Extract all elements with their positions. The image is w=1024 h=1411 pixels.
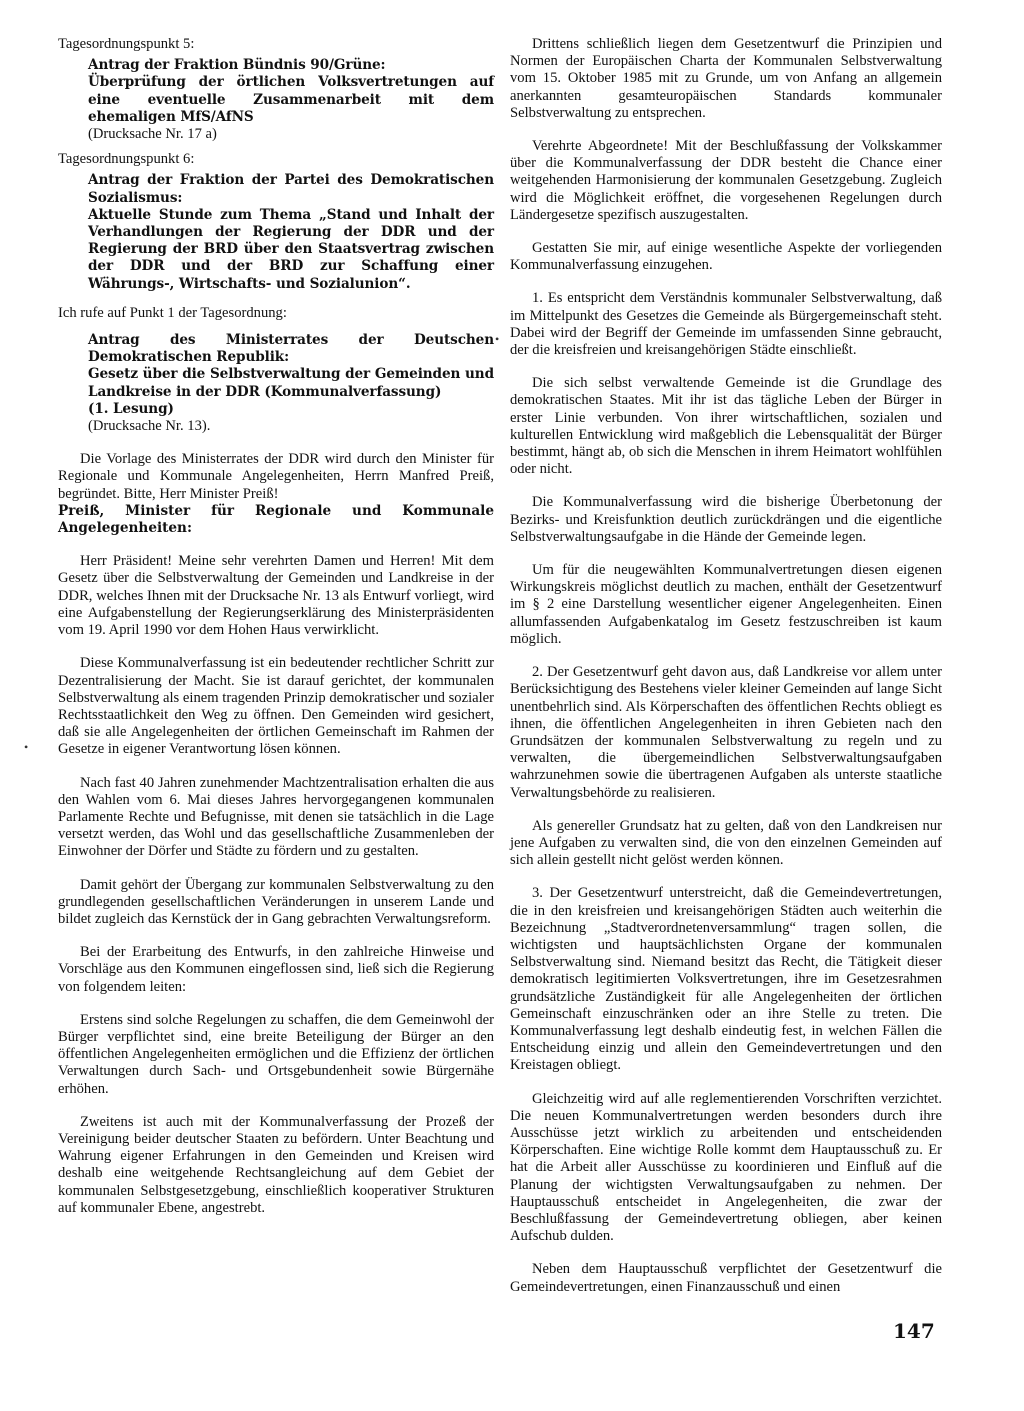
agenda-item-1-title: Gesetz über die Selbstverwaltung der Gemeinden und Landkreise in der DDR (Kommunalverfassung) (88, 366, 494, 400)
speech-paragraph-8: Drittens schließlich liegen dem Gesetzentwurf die Prinzipien und Normen der Europäischen Charta der Kommunalen Selbstverwaltung vom 15. Oktober 1985 mit zu Grunde, um von Anfang an allgemein anerkannten gesamteuropäischen Standards kommunaler Selbstverwaltung zu entsprechen. (510, 36, 942, 121)
agenda-item-6-motion: Antrag der Fraktion der Partei des Demokratischen Sozialismus: (88, 172, 494, 206)
agenda-item-5-motion: Antrag der Fraktion Bündnis 90/Grüne: (88, 57, 386, 74)
speech-paragraph-1: Herr Präsident! Meine sehr verehrten Damen und Herren! Mit dem Gesetz über die Selbstverwaltung der Gemeinden und Landkreise in der DDR, welches Ihnen mit der Drucksache Nr. 13 als Entwurf vorliegt, wird eine Aufgabenstellung der Regierungserklärung des Ministerpräsidenten vom 19. April 1990 vor dem Hohen Haus verwirklicht. (58, 553, 494, 639)
agenda-item-5-label: Tagesordnungspunkt 5: (58, 36, 195, 52)
speech-paragraph-9: Verehrte Abgeordnete! Mit der Beschlußfassung der Volkskammer über die Kommunalverfassung der DDR besteht die Chance einer weitgehenden Harmonisierung der kommunalen Gesetzgebung. Zugleich wird die Möglichkeit eröffnet, die vorgesehenen Regelungen durch Ländergesetze spezifisch auszugestalten. (510, 138, 942, 223)
speech-paragraph-16: Als genereller Grundsatz hat zu gelten, daß von den Landkreisen nur jene Aufgaben zu verwalten sind, die von den einzelnen Gemeinden auf sich allein gestellt nicht gelöst werden können. (510, 817, 942, 869)
agenda-item-5-title: Überprüfung der örtlichen Volksvertretungen auf eine eventuelle Zusammenarbeit mit dem ehemaligen MfS/AfNS (88, 74, 494, 125)
right-column (510, 36, 942, 1296)
agenda-item-6 (88, 172, 494, 292)
agenda-call: Ich rufe auf Punkt 1 der Tagesordnung: (58, 304, 287, 321)
agenda-item-5 (88, 57, 494, 143)
speech-paragraph-11: 1. Es entspricht dem Verständnis kommunaler Selbstverwaltung, daß im Mittelpunkt des Gesetzes die Gemeinde als Bürgergemeinschaft steht. Dabei wird der Begriff der Gemeinde im umfassenden Sinne gebraucht, der die kreisfreien und kreisangehörigen Städte einschließt. (510, 290, 942, 359)
speech-paragraph-12: Die sich selbst verwaltende Gemeinde ist die Grundlage des demokratischen Staates. Mit ihr ist das tägliche Leben der Bürger in erster Linie verbunden. Von ihrer wirtschaftlichen, sozialen und kulturellen Entwicklung wird maßgeblich die Lebensqualität der Bürger bestimmt, hängt ab, ob sich die Menschen in ihrem Heimatort wohlfühlen oder nicht. (510, 375, 942, 478)
speech-paragraph-15: 2. Der Gesetzentwurf geht davon aus, daß Landkreise vor allem unter Berücksichtigung des Bestehens vieler kleiner Gemeinden auf lange Sicht unentbehrlich sind. Als Körperschaften des öffentlichen Rechts obliegt es ihnen, die öffentlichen Angelegenheiten in ihren Gebieten nach den Grundsätzen der kommunalen Selbstverwaltung zu regeln und zu verwalten, die übergemeindlichen Selbstverwaltungsaufgaben wahrzunehmen sowie die übertragenen Aufgaben als unterste staatliche Verwaltungsbehörde zu realisieren. (510, 664, 943, 801)
speech-paragraph-3: Nach fast 40 Jahren zunehmender Machtzentralisation erhalten die aus den Wahlen vom 6. Mai dieses Jahres hervorgegangenen kommunalen Parlamente Rechte und Befugnisse, mit denen sie tatsächlich in die Lage versetzt werden, das Wohl und das gesellschaftliche Zusammenleben der Einwohner der Dörfer und Städte zu fördern und zu gestalten. (58, 774, 494, 860)
agenda-item-1 (88, 332, 494, 435)
speaker-heading: Preiß, Minister für Regionale und Kommunale Angelegenheiten: (58, 502, 494, 537)
agenda-item-1-document: (Drucksache Nr. 13). (88, 418, 211, 435)
agenda-item-1-motion: Antrag des Ministerrates der Deutschen Demokratischen Republik: (88, 332, 494, 366)
agenda-item-6-label: Tagesordnungspunkt 6: (58, 151, 195, 168)
speech-paragraph-4: Damit gehört der Übergang zur kommunalen Selbstverwaltung zu den grundlegenden gesellschaftlichen Veränderungen in unserem Lande und bildet zugleich das Kernstück der in Gang gebrachten Verwaltungsreform. (58, 876, 494, 927)
speech-paragraph-5: Bei der Erarbeitung des Entwurfs, in den zahlreiche Hinweise und Vorschläge aus den Kommunen eingeflossen sind, ließ sich die Regierung von folgendem leiten: (58, 944, 494, 995)
scan-margin-mark: • (24, 740, 29, 754)
intro-paragraph: Die Vorlage des Ministerrates der DDR wird durch den Minister für Regionale und Kommunale Angelegenheiten, Herrn Manfred Preiß, begründet. Bitte, Herr Minister Preiß! (58, 451, 494, 502)
left-column (58, 36, 494, 1217)
speech-paragraph-13: Die Kommunalverfassung wird die bisherige Überbetonung der Bezirks- und Kreisfunktion deutlich zurückdrängen und die eigentliche Selbstverwaltungsaufgabe in die Hände der Gemeinde legen. (510, 494, 942, 545)
speech-paragraph-10: Gestatten Sie mir, auf einige wesentliche Aspekte der vorliegenden Kommunalverfassung einzugehen. (510, 240, 942, 274)
agenda-item-5-document: (Drucksache Nr. 17 a) (88, 126, 217, 143)
speech-paragraph-18: Gleichzeitig wird auf alle reglementierenden Vorschriften verzichtet. Die neuen Kommunalvertretungen werden besonders durch ihre Ausschüsse jetzt wirklich zu arbeitenden und entscheidenden Körperschaften. Eine wichtige Rolle kommt dem Hauptausschuß zu. Er hat die Arbeit aller Ausschüsse zu koordinieren und Einfluß auf die Planung der wichtigsten Verwaltungsaufgaben zu nehmen. Der Hauptausschuß entscheidet in Angelegenheiten, die zwar der Beschlußfassung der Gemeindevertretung obliegen, aber keinen Aufschub dulden. (510, 1090, 942, 1245)
speech-paragraph-7: Zweitens ist auch mit der Kommunalverfassung der Prozeß der Vereinigung beider deutscher Staaten zu befördern. Unter Beachtung und Wahrung eigener Erfahrungen in den Gemeinden und Kreisen wird deshalb eine weitgehende Rechtsangleichung auf dem Gebiet der kommunalen Selbstgesetzgebung, einschließlich kooperativer Strukturen auf kommunaler Ebene, angestrebt. (58, 1113, 494, 1216)
speech-paragraph-19: Neben dem Hauptausschuß verpflichtet der Gesetzentwurf die Gemeindevertretungen, einen Finanzausschuß und einen (510, 1261, 942, 1295)
speech-paragraph-14: Um für die neugewählten Kommunalvertretungen diesen eigenen Wirkungskreis möglichst deutlich zu machen, enthält der Gesetzentwurf im § 2 eine Darstellung wesentlicher eigener Angelegenheiten. Einen allumfassenden Aufgabenkatalog im Gesetz festzuschreiben ist kaum möglich. (510, 562, 942, 647)
speech-paragraph-6: Erstens sind solche Regelungen zu schaffen, die dem Gemeinwohl der Bürger verpflichtet sind, eine breite Beteiligung der Bürger an den öffentlichen Angelegenheiten ermöglichen und die Effizienz der örtlichen Verwaltungen durch Sach- und Ortsgebundenheit sowie Bürgernähe erhöhen. (58, 1011, 494, 1097)
scan-dot-mark: • (495, 332, 500, 346)
speech-paragraph-17: 3. Der Gesetzentwurf unterstreicht, daß die Gemeindevertretungen, die in den kreisfreien und kreisangehörigen Städten auch weiterhin die Bezeichnung „Stadtverordnetenversammlung“ tragen sollen, die wichtigsten und hauptsächlichsten Organe der kommunalen Selbstverwaltung sind. Niemand besitzt das Recht, die Tätigkeit dieser demokratisch legitimierten Volksvertretungen, ihre im Gesetzesrahmen grundsätzliche Zuständigkeit für alle Angelegenheiten der örtlichen Gemeinschaft einzuschränken oder an ihre Stelle zu treten. Die Kommunalverfassung legt deshalb eindeutig fest, in welchen Fällen die Entscheidung einzig und allein den Gemeindevertretungen und den Kreistagen obliegt. (510, 885, 942, 1074)
agenda-item-6-title: Aktuelle Stunde zum Thema „Stand und Inhalt der Verhandlungen der Regierung der DDR und der Regierung der BRD über den Staatsvertrag zwischen der DDR und der BRD zur Schaffung einer Währungs-, Wirtschafts- und Sozialunion“. (88, 206, 494, 292)
page-number: 147 (893, 1319, 935, 1343)
agenda-item-1-reading: (1. Lesung) (88, 400, 174, 417)
speech-paragraph-2: Diese Kommunalverfassung ist ein bedeutender rechtlicher Schritt zur Dezentralisierung der Macht. Sie ist darauf gerichtet, der kommunalen Selbstverwaltung als einem tragenden Prinzip demokratischer und sozialer Rechtsstaatlichkeit den Weg zu öffnen. Den Gemeinden wird gesichert, daß sie alle Angelegenheiten der örtlichen Gemeinschaft im Rahmen der Gesetze in eigener Verantwortung lösen können. (58, 655, 494, 758)
